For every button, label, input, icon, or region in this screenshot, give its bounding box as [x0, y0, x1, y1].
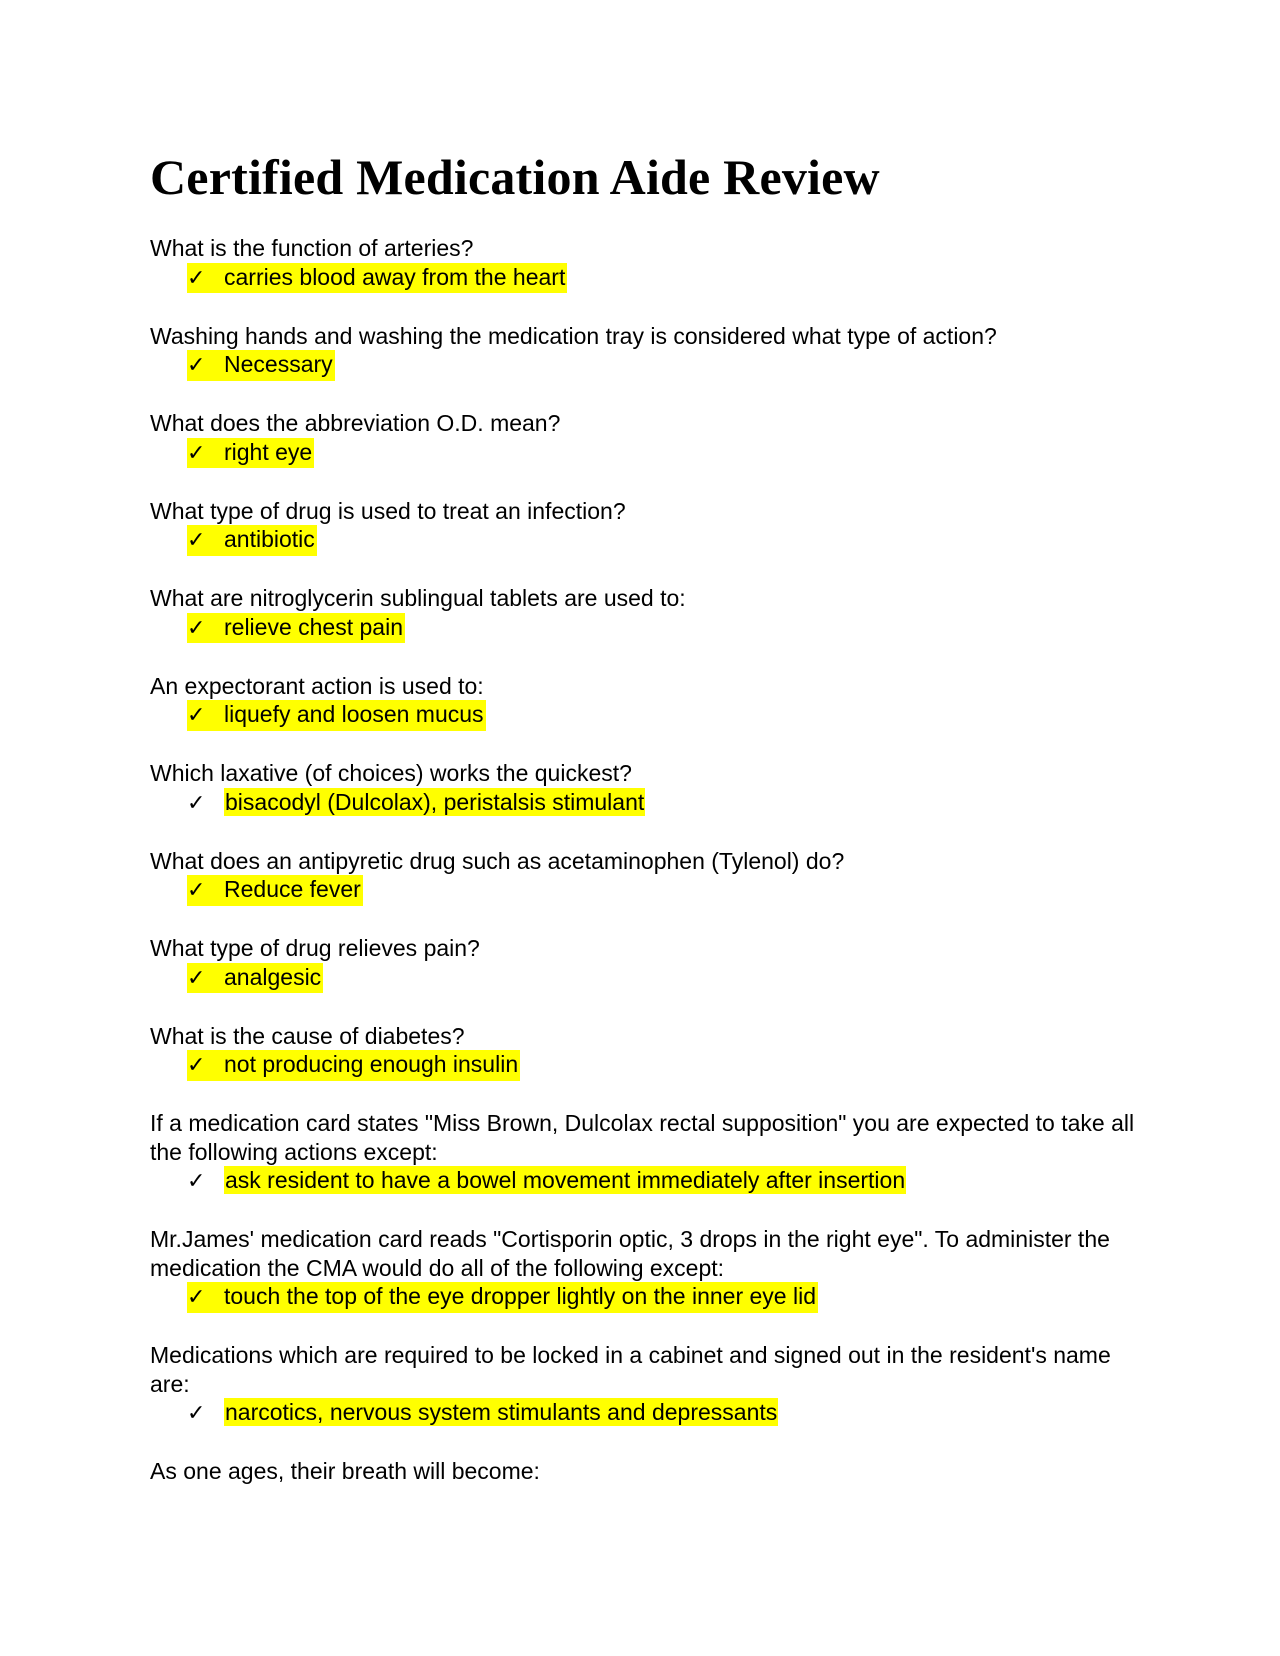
- qa-item: [150, 934, 1140, 993]
- answer-text: liquefy and loosen mucus: [224, 701, 484, 727]
- answer-line: [187, 525, 317, 556]
- question-text: What type of drug relieves pain?: [150, 935, 480, 961]
- answer-line: [187, 350, 335, 381]
- checkmark-icon: ✓: [187, 878, 206, 903]
- question-text: An expectorant action is used to:: [150, 672, 484, 699]
- answer-line: [187, 1398, 1140, 1429]
- answer-text: Necessary: [224, 351, 333, 377]
- checkmark-icon: ✓: [187, 528, 206, 553]
- question-text: What does the abbreviation O.D. mean?: [150, 410, 561, 436]
- question-text: What is the cause of diabetes?: [150, 1022, 465, 1049]
- qa-item: [150, 322, 1140, 381]
- answer-text: narcotics, nervous system stimulants and depressants: [225, 1399, 778, 1425]
- qa-item: [150, 1109, 1140, 1197]
- checkmark-icon: ✓: [187, 440, 206, 466]
- answer-line: [187, 438, 314, 469]
- qa-item: [150, 847, 1140, 906]
- question-text: Which laxative (of choices) works the quickest?: [150, 760, 632, 786]
- answer-line: [187, 963, 323, 994]
- answer-line: [187, 1050, 520, 1081]
- answer-text: bisacodyl (Dulcolax), peristalsis stimulant: [225, 788, 645, 815]
- question-text: As one ages, their breath will become:: [150, 1458, 540, 1484]
- answer-text: not producing enough insulin: [224, 1051, 519, 1077]
- answer-line: [187, 875, 363, 906]
- answer-text: Reduce fever: [224, 876, 361, 902]
- qa-item: [150, 1341, 1140, 1429]
- answer-line: [187, 788, 1140, 819]
- checkmark-icon: ✓: [187, 965, 206, 991]
- qa-item: [150, 759, 1140, 818]
- answer-text: carries blood away from the heart: [224, 263, 566, 290]
- answer-text: ask resident to have a bowel movement immediately after insertion: [225, 1167, 906, 1193]
- answer-text: analgesic: [224, 963, 322, 990]
- answer-line: [187, 1282, 818, 1313]
- qa-item: [150, 1225, 1140, 1313]
- qa-item: [150, 497, 1140, 556]
- question-text: What is the function of arteries?: [150, 235, 474, 261]
- question-text: What are nitroglycerin sublingual tablets are used to:: [150, 585, 686, 611]
- document-title: Certified Medication Aide Review: [150, 149, 880, 205]
- answer-text: right eye: [224, 438, 313, 465]
- answer-text: relieve chest pain: [224, 613, 403, 640]
- answer-line: [187, 263, 567, 294]
- checkmark-icon: ✓: [187, 703, 206, 728]
- qa-item: [150, 1457, 1140, 1486]
- question-text: Washing hands and washing the medication tray is considered what type of action?: [150, 322, 997, 349]
- qa-item: [150, 672, 1140, 731]
- checkmark-icon: ✓: [187, 1401, 206, 1426]
- question-text: Medications which are required to be locked in a cabinet and signed out in the resident's name are:: [150, 1342, 1111, 1397]
- document-content: [150, 148, 1140, 1514]
- qa-item: [150, 1022, 1140, 1081]
- checkmark-icon: ✓: [187, 615, 206, 641]
- checkmark-icon: ✓: [187, 353, 206, 378]
- qa-item: [150, 234, 1140, 293]
- checkmark-icon: ✓: [187, 265, 206, 291]
- answer-line: [187, 700, 486, 731]
- checkmark-icon: ✓: [187, 790, 206, 816]
- question-text: What type of drug is used to treat an infection?: [150, 497, 626, 524]
- answer-text: touch the top of the eye dropper lightly on the inner eye lid: [224, 1283, 817, 1309]
- checkmark-icon: ✓: [187, 1169, 206, 1194]
- question-text: What does an antipyretic drug such as acetaminophen (Tylenol) do?: [150, 847, 845, 874]
- checkmark-icon: ✓: [187, 1285, 206, 1310]
- answer-line: [187, 613, 405, 644]
- answer-line: [187, 1166, 1140, 1197]
- question-text: If a medication card states "Miss Brown, Dulcolax rectal supposition" you are expected to take all the following actions except:: [150, 1110, 1135, 1165]
- question-text: Mr.James' medication card reads "Cortisporin optic, 3 drops in the right eye". To administer the medication the CMA would do all of the following except:: [150, 1226, 1110, 1281]
- qa-item: [150, 584, 1140, 643]
- checkmark-icon: ✓: [187, 1053, 206, 1078]
- answer-text: antibiotic: [224, 526, 315, 552]
- qa-item: [150, 409, 1140, 468]
- qa-list: [150, 234, 1140, 1486]
